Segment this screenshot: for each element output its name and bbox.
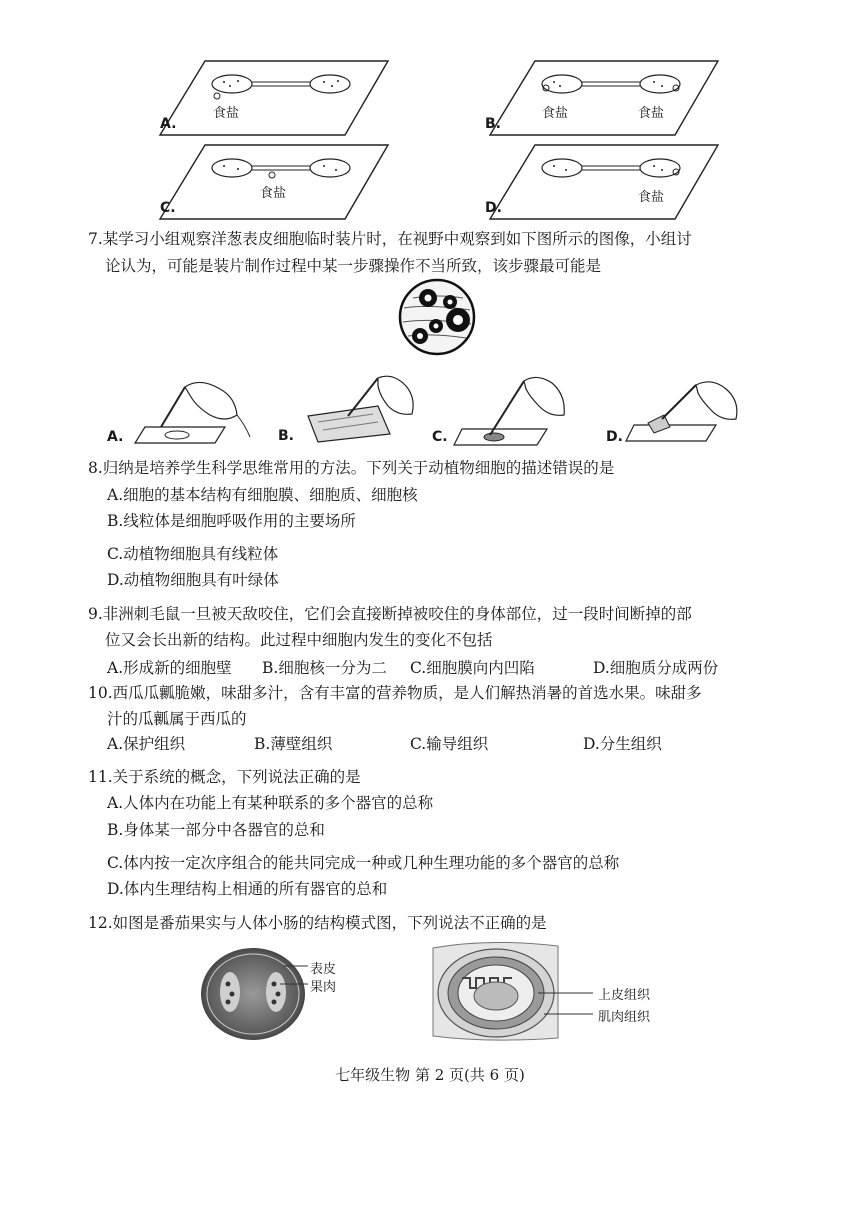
option-label: D. — [606, 429, 623, 445]
q10-option-b: B.薄壁组织 — [254, 735, 333, 753]
page-footer: 七年级生物 第 2 页(共 6 页) — [335, 1066, 525, 1084]
option-label: B. — [485, 116, 501, 132]
intestine-label-muscle: 肌肉组织 — [598, 1010, 651, 1025]
option-label: C. — [432, 429, 448, 445]
q9-stem-line1: 9.非洲刺毛鼠一旦被天敌咬住，它们会直接断掉被咬住的身体部位，过一段时间断掉的部 — [88, 605, 692, 623]
option-label: C. — [160, 200, 176, 216]
salt-label: 食盐 — [260, 186, 287, 201]
q11-option-b: B.身体某一部分中各器官的总和 — [107, 821, 325, 839]
q7-option-b-figure — [278, 372, 428, 448]
q6-figure-a — [150, 58, 390, 138]
salt-label: 食盐 — [213, 106, 240, 121]
q8-option-a: A.细胞的基本结构有细胞膜、细胞质、细胞核 — [107, 486, 418, 504]
slide-diagram — [480, 142, 720, 222]
q8-option-c: C.动植物细胞具有线粒体 — [107, 545, 279, 563]
q10-option-c: C.输导组织 — [410, 735, 489, 753]
salt-label: 食盐 — [542, 106, 569, 121]
slide-diagram — [480, 58, 720, 138]
q7-option-a-figure — [105, 375, 255, 447]
salt-label: 食盐 — [638, 190, 665, 205]
q10-option-a: A.保护组织 — [107, 735, 186, 753]
microscope-view-figure — [398, 278, 476, 356]
hand-dropper-icon — [105, 375, 255, 447]
slide-diagram — [150, 58, 390, 138]
q7-stem-line1: 7.某学习小组观察洋葱表皮细胞临时装片时，在视野中观察到如下图所示的图像，小组讨 — [88, 230, 692, 248]
q10-option-d: D.分生组织 — [583, 735, 662, 753]
hand-needle-icon — [432, 373, 582, 449]
tomato-label-epidermis: 表皮 — [310, 962, 337, 977]
q12-stem: 12.如图是番茄果实与人体小肠的结构模式图，下列说法不正确的是 — [88, 914, 547, 932]
q6-figure-d — [480, 142, 720, 222]
tomato-cross-section-image — [198, 944, 398, 1042]
hand-coverslip-icon — [604, 375, 754, 447]
q6-figure-b — [480, 58, 720, 138]
intestine-label-epithelial: 上皮组织 — [598, 988, 651, 1003]
microscope-field-image — [398, 278, 476, 356]
q6-figure-c — [150, 142, 390, 222]
q9-stem-line2: 位又会长出新的结构。此过程中细胞内发生的变化不包括 — [105, 631, 493, 649]
q9-option-a: A.形成新的细胞壁 — [107, 659, 232, 677]
q11-option-a: A.人体内在功能上有某种联系的多个器官的总称 — [107, 794, 434, 812]
q7-stem-line2: 论认为，可能是装片制作过程中某一步骤操作不当所致，该步骤最可能是 — [105, 257, 602, 275]
q9-option-d: D.细胞质分成两份 — [593, 659, 719, 677]
q7-option-c-figure — [432, 373, 582, 449]
q10-stem-line1: 10.西瓜瓜瓤脆嫩，味甜多汁，含有丰富的营养物质，是人们解热消暑的首选水果。味甜多 — [88, 684, 702, 702]
q9-option-c: C.细胞膜向内凹陷 — [410, 659, 535, 677]
q10-stem-line2: 汁的瓜瓤属于西瓜的 — [107, 710, 247, 728]
q8-option-b: B.线粒体是细胞呼吸作用的主要场所 — [107, 512, 356, 530]
tomato-figure — [198, 944, 398, 1042]
q11-option-c: C.体内按一定次序组合的能共同完成一种或几种生理功能的多个器官的总称 — [107, 854, 620, 872]
q11-option-d: D.体内生理结构上相通的所有器官的总和 — [107, 880, 388, 898]
q7-option-d-figure — [604, 375, 754, 447]
option-label: D. — [485, 200, 502, 216]
q9-option-b: B.细胞核一分为二 — [262, 659, 387, 677]
q8-option-d: D.动植物细胞具有叶绿体 — [107, 571, 279, 589]
option-label: A. — [160, 116, 177, 132]
hand-tweezers-icon — [278, 372, 428, 448]
option-label: A. — [107, 429, 124, 445]
tomato-label-flesh: 果肉 — [310, 980, 337, 995]
intestine-figure — [428, 938, 678, 1043]
salt-label: 食盐 — [638, 106, 665, 121]
option-label: B. — [278, 428, 294, 444]
q8-stem: 8.归纳是培养学生科学思维常用的方法。下列关于动植物细胞的描述错误的是 — [88, 459, 615, 477]
q11-stem: 11.关于系统的概念，下列说法正确的是 — [88, 768, 361, 786]
